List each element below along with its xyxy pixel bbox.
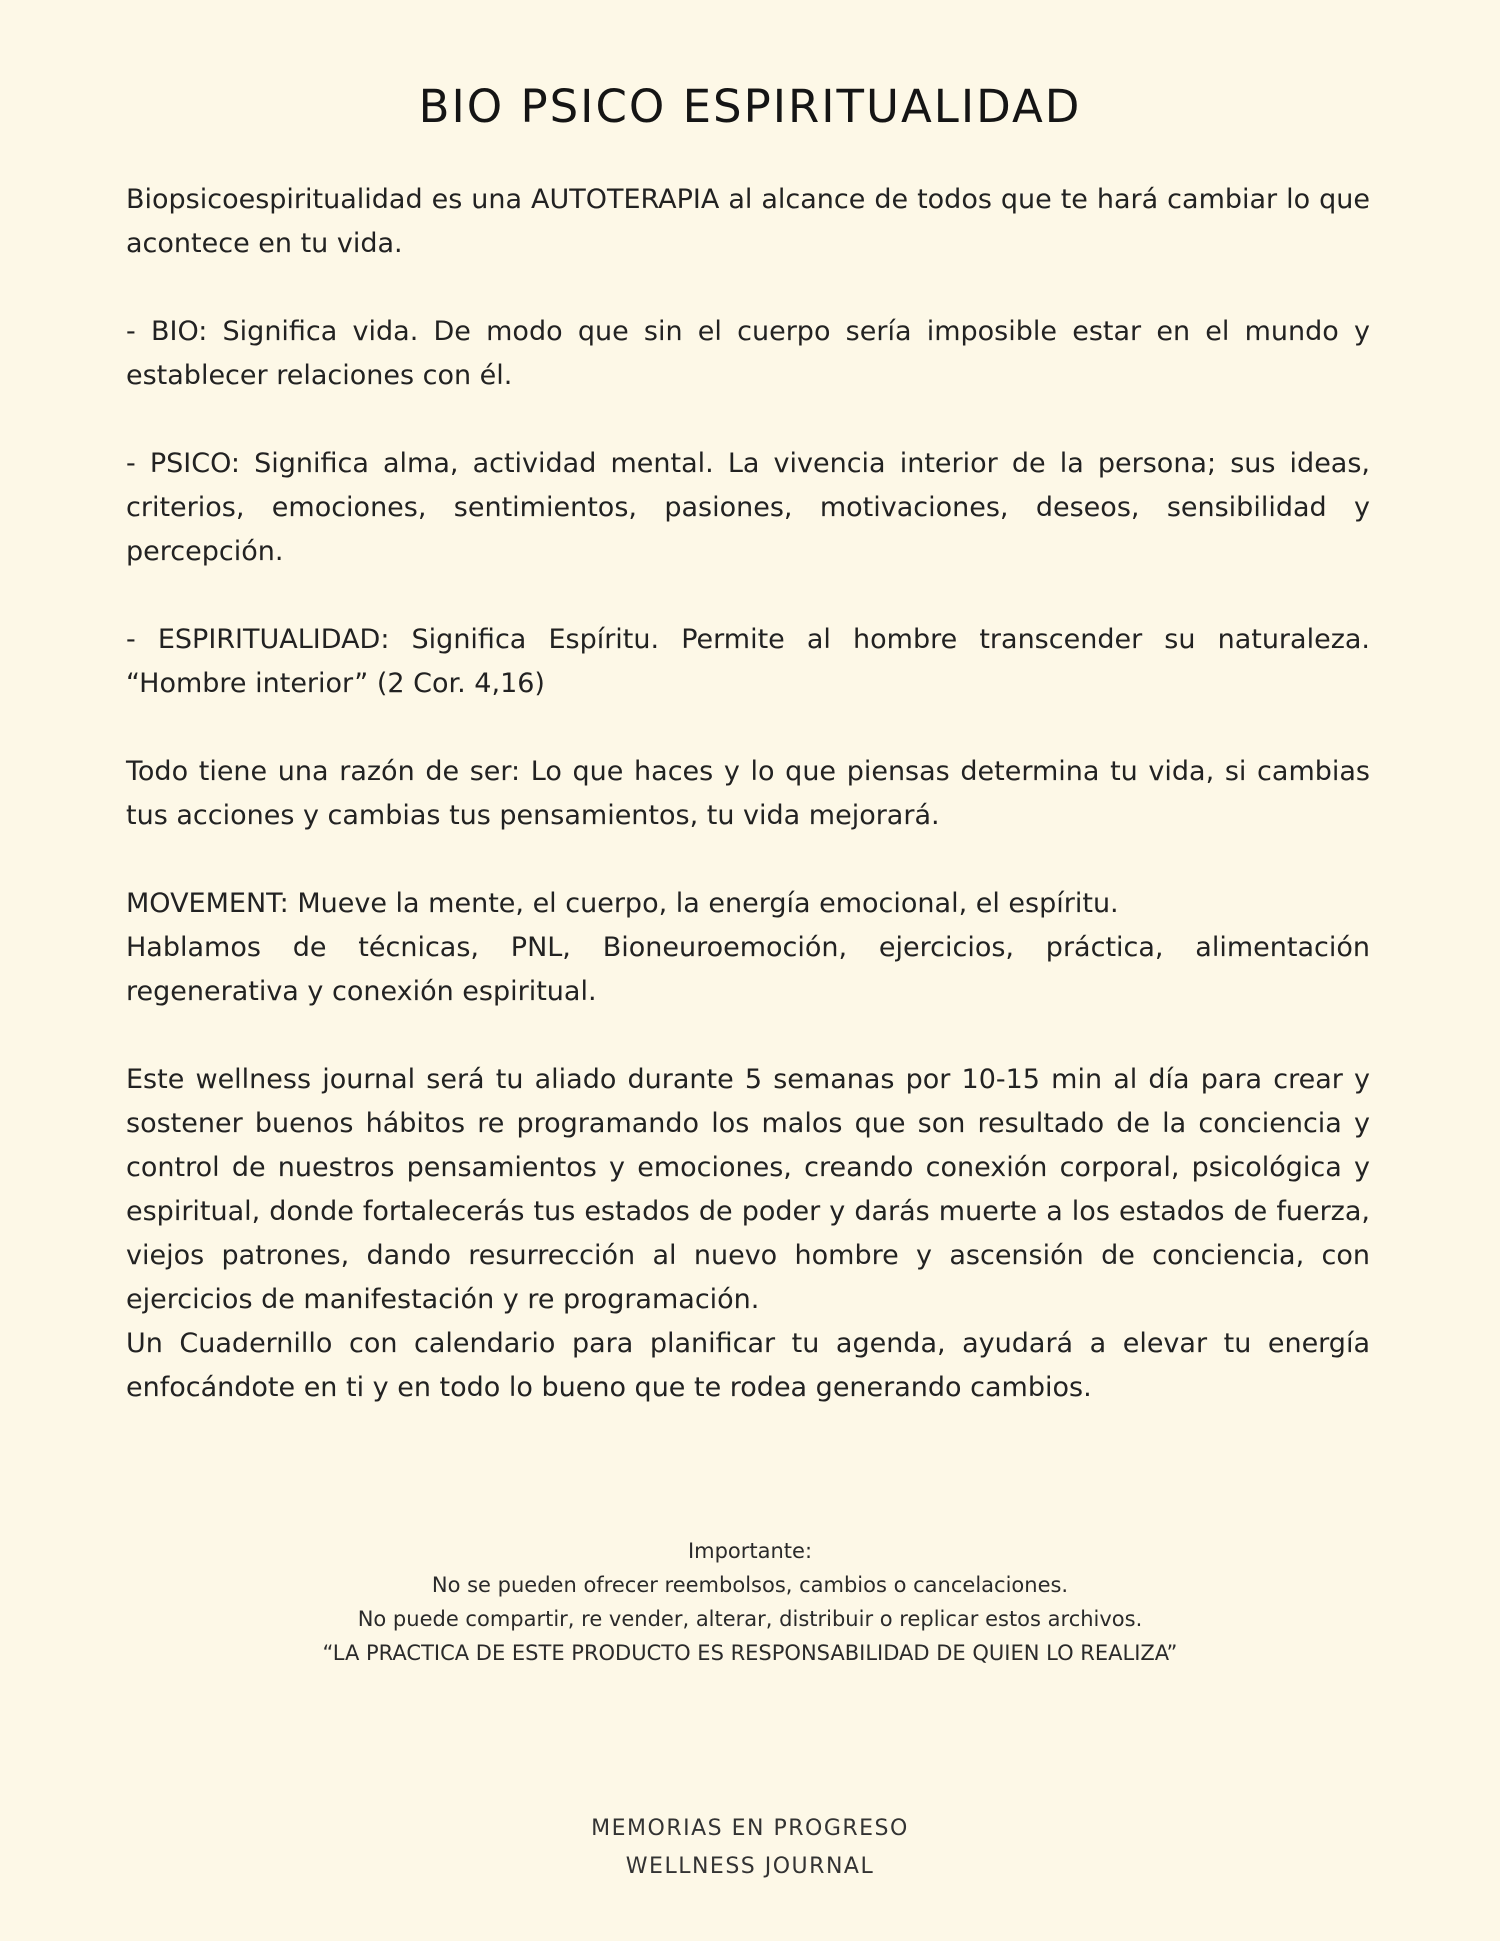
notice-line-responsibility: “LA PRACTICA DE ESTE PRODUCTO ES RESPONSABILIDAD DE QUIEN LO REALIZA” <box>322 1641 1178 1665</box>
paragraph-espiritualidad: - ESPIRITUALIDAD: Significa Espíritu. Permite al hombre transcender su naturaleza. “Hombre interior” (2 Cor. 4,16) <box>126 624 1370 699</box>
page-title: BIO PSICO ESPIRITUALIDAD <box>418 80 1082 134</box>
paragraph-cuadernillo: Un Cuadernillo con calendario para planificar tu agenda, ayudará a elevar tu energía enfocándote en ti y en todo lo bueno que te rodea generando cambios. <box>126 1328 1370 1403</box>
paragraph-razon: Todo tiene una razón de ser: Lo que haces y lo que piensas determina tu vida, si cambias tus acciones y cambias tus pensamientos, tu vida mejorará. <box>126 756 1370 831</box>
paragraph-psico: - PSICO: Significa alma, actividad mental. La vivencia interior de la persona; sus ideas, criterios, emociones, sentimientos, pasiones, motivaciones, deseos, sensibilidad y percepción. <box>126 448 1370 567</box>
body-text <box>126 178 1370 1410</box>
notice-line-sharing: No puede compartir, re vender, alterar, distribuir o replicar estos archivos. <box>357 1607 1143 1631</box>
footer-brand-line1: MEMORIAS EN PROGRESO <box>591 1816 909 1841</box>
notice-line-refunds: No se pueden ofrecer reembolsos, cambios o cancelaciones. <box>431 1573 1069 1597</box>
notice-heading: Importante: <box>687 1539 813 1563</box>
paragraph-journal: Este wellness journal será tu aliado durante 5 semanas por 10-15 min al día para crear y sostener buenos hábitos re programando los malos que son resultado de la conciencia y control de nuestros pensamientos y emociones, creando conexión corporal, psicológica y espiritual, donde fortalecerás tus estados de poder y darás muerte a los estados de fuerza, viejos patrones, dando resurrección al nuevo hombre y ascensión de conciencia, con ejercicios de manifestación y re programación. <box>126 1064 1370 1315</box>
paragraph-intro: Biopsicoespiritualidad es una AUTOTERAPIA al alcance de todos que te hará cambiar lo que acontece en tu vida. <box>126 184 1370 259</box>
footer-brand <box>0 1810 1500 1886</box>
footer-brand-line2: WELLNESS JOURNAL <box>625 1854 875 1879</box>
paragraph-movement: MOVEMENT: Mueve la mente, el cuerpo, la energía emocional, el espíritu. <box>126 888 1119 919</box>
paragraph-tecnicas: Hablamos de técnicas, PNL, Bioneuroemoción, ejercicios, práctica, alimentación regenerativa y conexión espiritual. <box>126 932 1370 1007</box>
paragraph-bio: - BIO: Significa vida. De modo que sin el cuerpo sería imposible estar en el mundo y establecer relaciones con él. <box>126 316 1370 391</box>
important-notice <box>0 1534 1500 1670</box>
